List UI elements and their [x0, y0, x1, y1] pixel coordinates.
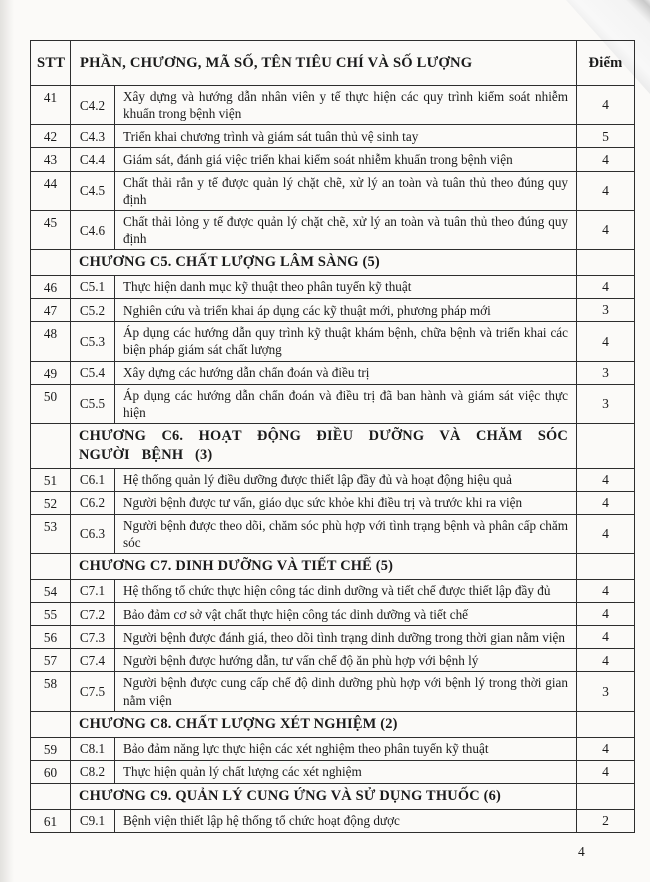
score-cell: 4 — [577, 579, 635, 602]
criterion-code: C6.3 — [71, 514, 115, 553]
stt-cell-empty — [31, 554, 71, 580]
chapter-row — [31, 424, 635, 468]
criterion-description: Người bệnh được tư vấn, giáo dục sức khỏe khi điều trị và trước khi ra viện — [115, 491, 577, 514]
criterion-code: C5.1 — [71, 275, 115, 298]
criterion-description: Bảo đảm cơ sở vật chất thực hiện công tác dinh dưỡng và tiết chế — [115, 603, 577, 626]
score-cell: 4 — [577, 86, 635, 125]
stt-cell: 54 — [31, 579, 71, 602]
criterion-description: Thực hiện danh mục kỹ thuật theo phân tuyến kỹ thuật — [115, 275, 577, 298]
stt-cell: 56 — [31, 626, 71, 649]
criterion-description: Người bệnh được hướng dẫn, tư vấn chế độ ăn phù hợp với bệnh lý — [115, 649, 577, 672]
criteria-row — [31, 148, 635, 171]
score-cell: 4 — [577, 210, 635, 249]
criterion-code: C7.3 — [71, 626, 115, 649]
score-cell: 3 — [577, 672, 635, 711]
header-row — [31, 41, 635, 86]
score-cell: 4 — [577, 468, 635, 491]
stt-cell: 42 — [31, 125, 71, 148]
stt-cell: 60 — [31, 760, 71, 783]
criteria-row — [31, 125, 635, 148]
header-score: Điểm — [577, 41, 635, 86]
criterion-code: C4.2 — [71, 86, 115, 125]
criterion-code: C7.1 — [71, 579, 115, 602]
chapter-row — [31, 554, 635, 580]
stt-cell-empty — [31, 424, 71, 468]
criteria-row — [31, 322, 635, 361]
criteria-row — [31, 737, 635, 760]
stt-cell: 46 — [31, 275, 71, 298]
header-stt: STT — [31, 41, 71, 86]
criteria-row — [31, 210, 635, 249]
criteria-row — [31, 468, 635, 491]
criteria-row — [31, 514, 635, 553]
criterion-code: C5.4 — [71, 361, 115, 384]
chapter-title: CHƯƠNG C8. CHẤT LƯỢNG XÉT NGHIỆM (2) — [71, 711, 577, 737]
criterion-description: Bảo đảm năng lực thực hiện các xét nghiệm theo phân tuyến kỹ thuật — [115, 737, 577, 760]
criterion-code: C5.3 — [71, 322, 115, 361]
score-cell: 4 — [577, 626, 635, 649]
chapter-title: CHƯƠNG C9. QUẢN LÝ CUNG ỨNG VÀ SỬ DỤNG THUỐC (6) — [71, 783, 577, 809]
criteria-row — [31, 809, 635, 832]
score-cell: 4 — [577, 322, 635, 361]
score-cell-empty — [577, 783, 635, 809]
criterion-code: C7.2 — [71, 603, 115, 626]
criteria-table-body — [31, 86, 635, 833]
criterion-code: C4.4 — [71, 148, 115, 171]
criterion-code: C5.2 — [71, 299, 115, 322]
score-cell: 3 — [577, 384, 635, 423]
stt-cell: 49 — [31, 361, 71, 384]
score-cell: 4 — [577, 603, 635, 626]
criterion-description: Người bệnh được cung cấp chế độ dinh dưỡng phù hợp với bệnh lý trong thời gian nằm viện — [115, 672, 577, 711]
criterion-code: C7.4 — [71, 649, 115, 672]
score-cell: 3 — [577, 299, 635, 322]
chapter-row — [31, 250, 635, 276]
stt-cell: 57 — [31, 649, 71, 672]
criterion-description: Giám sát, đánh giá việc triển khai kiểm soát nhiễm khuẩn trong bệnh viện — [115, 148, 577, 171]
criterion-code: C8.2 — [71, 760, 115, 783]
stt-cell: 50 — [31, 384, 71, 423]
criterion-code: C4.3 — [71, 125, 115, 148]
score-cell-empty — [577, 250, 635, 276]
criteria-row — [31, 86, 635, 125]
criterion-code: C4.6 — [71, 210, 115, 249]
score-cell-empty — [577, 424, 635, 468]
criterion-description: Bệnh viện thiết lập hệ thống tổ chức hoạt động dược — [115, 809, 577, 832]
score-cell: 4 — [577, 491, 635, 514]
stt-cell: 44 — [31, 171, 71, 210]
score-cell: 4 — [577, 275, 635, 298]
stt-cell-empty — [31, 783, 71, 809]
chapter-row — [31, 711, 635, 737]
score-cell: 4 — [577, 737, 635, 760]
stt-cell-empty — [31, 711, 71, 737]
criteria-row — [31, 275, 635, 298]
criteria-row — [31, 361, 635, 384]
stt-cell: 48 — [31, 322, 71, 361]
score-cell: 2 — [577, 809, 635, 832]
criterion-description: Triển khai chương trình và giám sát tuân thủ vệ sinh tay — [115, 125, 577, 148]
stt-cell: 59 — [31, 737, 71, 760]
table-header — [31, 41, 635, 86]
score-cell: 5 — [577, 125, 635, 148]
stt-cell: 45 — [31, 210, 71, 249]
score-cell: 4 — [577, 171, 635, 210]
criterion-description: Thực hiện quản lý chất lượng các xét nghiệm — [115, 760, 577, 783]
stt-cell: 52 — [31, 491, 71, 514]
criterion-description: Nghiên cứu và triển khai áp dụng các kỹ thuật mới, phương pháp mới — [115, 299, 577, 322]
header-criteria: PHẦN, CHƯƠNG, MÃ SỐ, TÊN TIÊU CHÍ VÀ SỐ LƯỢNG — [71, 41, 577, 86]
criterion-description: Xây dựng các hướng dẫn chẩn đoán và điều trị — [115, 361, 577, 384]
score-cell-empty — [577, 554, 635, 580]
score-cell-empty — [577, 711, 635, 737]
criteria-row — [31, 603, 635, 626]
criteria-row — [31, 384, 635, 423]
criterion-description: Hệ thống quản lý điều dưỡng được thiết lập đầy đủ và hoạt động hiệu quả — [115, 468, 577, 491]
page-number: 4 — [578, 844, 585, 859]
score-cell: 4 — [577, 649, 635, 672]
stt-cell: 55 — [31, 603, 71, 626]
criterion-code: C7.5 — [71, 672, 115, 711]
criteria-row — [31, 171, 635, 210]
criterion-description: Xây dựng và hướng dẫn nhân viên y tế thực hiện các quy trình kiểm soát nhiễm khuẩn trong bệnh viện — [115, 86, 577, 125]
criterion-description: Người bệnh được đánh giá, theo dõi tình trạng dinh dưỡng trong thời gian nằm viện — [115, 626, 577, 649]
criterion-description: Áp dụng các hướng dẫn quy trình kỹ thuật khám bệnh, chữa bệnh và triển khai các biện pháp giám sát chất lượng — [115, 322, 577, 361]
criterion-code: C6.2 — [71, 491, 115, 514]
score-cell: 4 — [577, 760, 635, 783]
criteria-row — [31, 491, 635, 514]
stt-cell: 58 — [31, 672, 71, 711]
criteria-row — [31, 649, 635, 672]
criterion-code: C9.1 — [71, 809, 115, 832]
score-cell: 4 — [577, 514, 635, 553]
stt-cell-empty — [31, 250, 71, 276]
stt-cell: 61 — [31, 809, 71, 832]
criterion-code: C6.1 — [71, 468, 115, 491]
score-cell: 3 — [577, 361, 635, 384]
criterion-description: Người bệnh được theo dõi, chăm sóc phù hợp với tình trạng bệnh và phân cấp chăm sóc — [115, 514, 577, 553]
criterion-description: Chất thải lỏng y tế được quản lý chặt chẽ, xử lý an toàn và tuân thủ theo đúng quy định — [115, 210, 577, 249]
chapter-row — [31, 783, 635, 809]
criteria-row — [31, 760, 635, 783]
criteria-row — [31, 672, 635, 711]
criterion-description: Áp dụng các hướng dẫn chẩn đoán và điều trị đã ban hành và giám sát việc thực hiện — [115, 384, 577, 423]
criteria-table — [30, 40, 635, 833]
criterion-code: C4.5 — [71, 171, 115, 210]
criterion-description: Hệ thống tổ chức thực hiện công tác dinh dưỡng và tiết chế được thiết lập đầy đủ — [115, 579, 577, 602]
criterion-description: Chất thải rắn y tế được quản lý chặt chẽ, xử lý an toàn và tuân thủ theo đúng quy định — [115, 171, 577, 210]
chapter-title: CHƯƠNG C7. DINH DƯỠNG VÀ TIẾT CHẾ (5) — [71, 554, 577, 580]
criteria-row — [31, 299, 635, 322]
stt-cell: 47 — [31, 299, 71, 322]
stt-cell: 53 — [31, 514, 71, 553]
criteria-row — [31, 579, 635, 602]
chapter-title: CHƯƠNG C6. HOẠT ĐỘNG ĐIỀU DƯỠNG VÀ CHĂM SÓC NGƯỜI BỆNH (3) — [71, 424, 577, 468]
criteria-row — [31, 626, 635, 649]
stt-cell: 41 — [31, 86, 71, 125]
chapter-title: CHƯƠNG C5. CHẤT LƯỢNG LÂM SÀNG (5) — [71, 250, 577, 276]
score-cell: 4 — [577, 148, 635, 171]
criterion-code: C8.1 — [71, 737, 115, 760]
criterion-code: C5.5 — [71, 384, 115, 423]
stt-cell: 51 — [31, 468, 71, 491]
stt-cell: 43 — [31, 148, 71, 171]
